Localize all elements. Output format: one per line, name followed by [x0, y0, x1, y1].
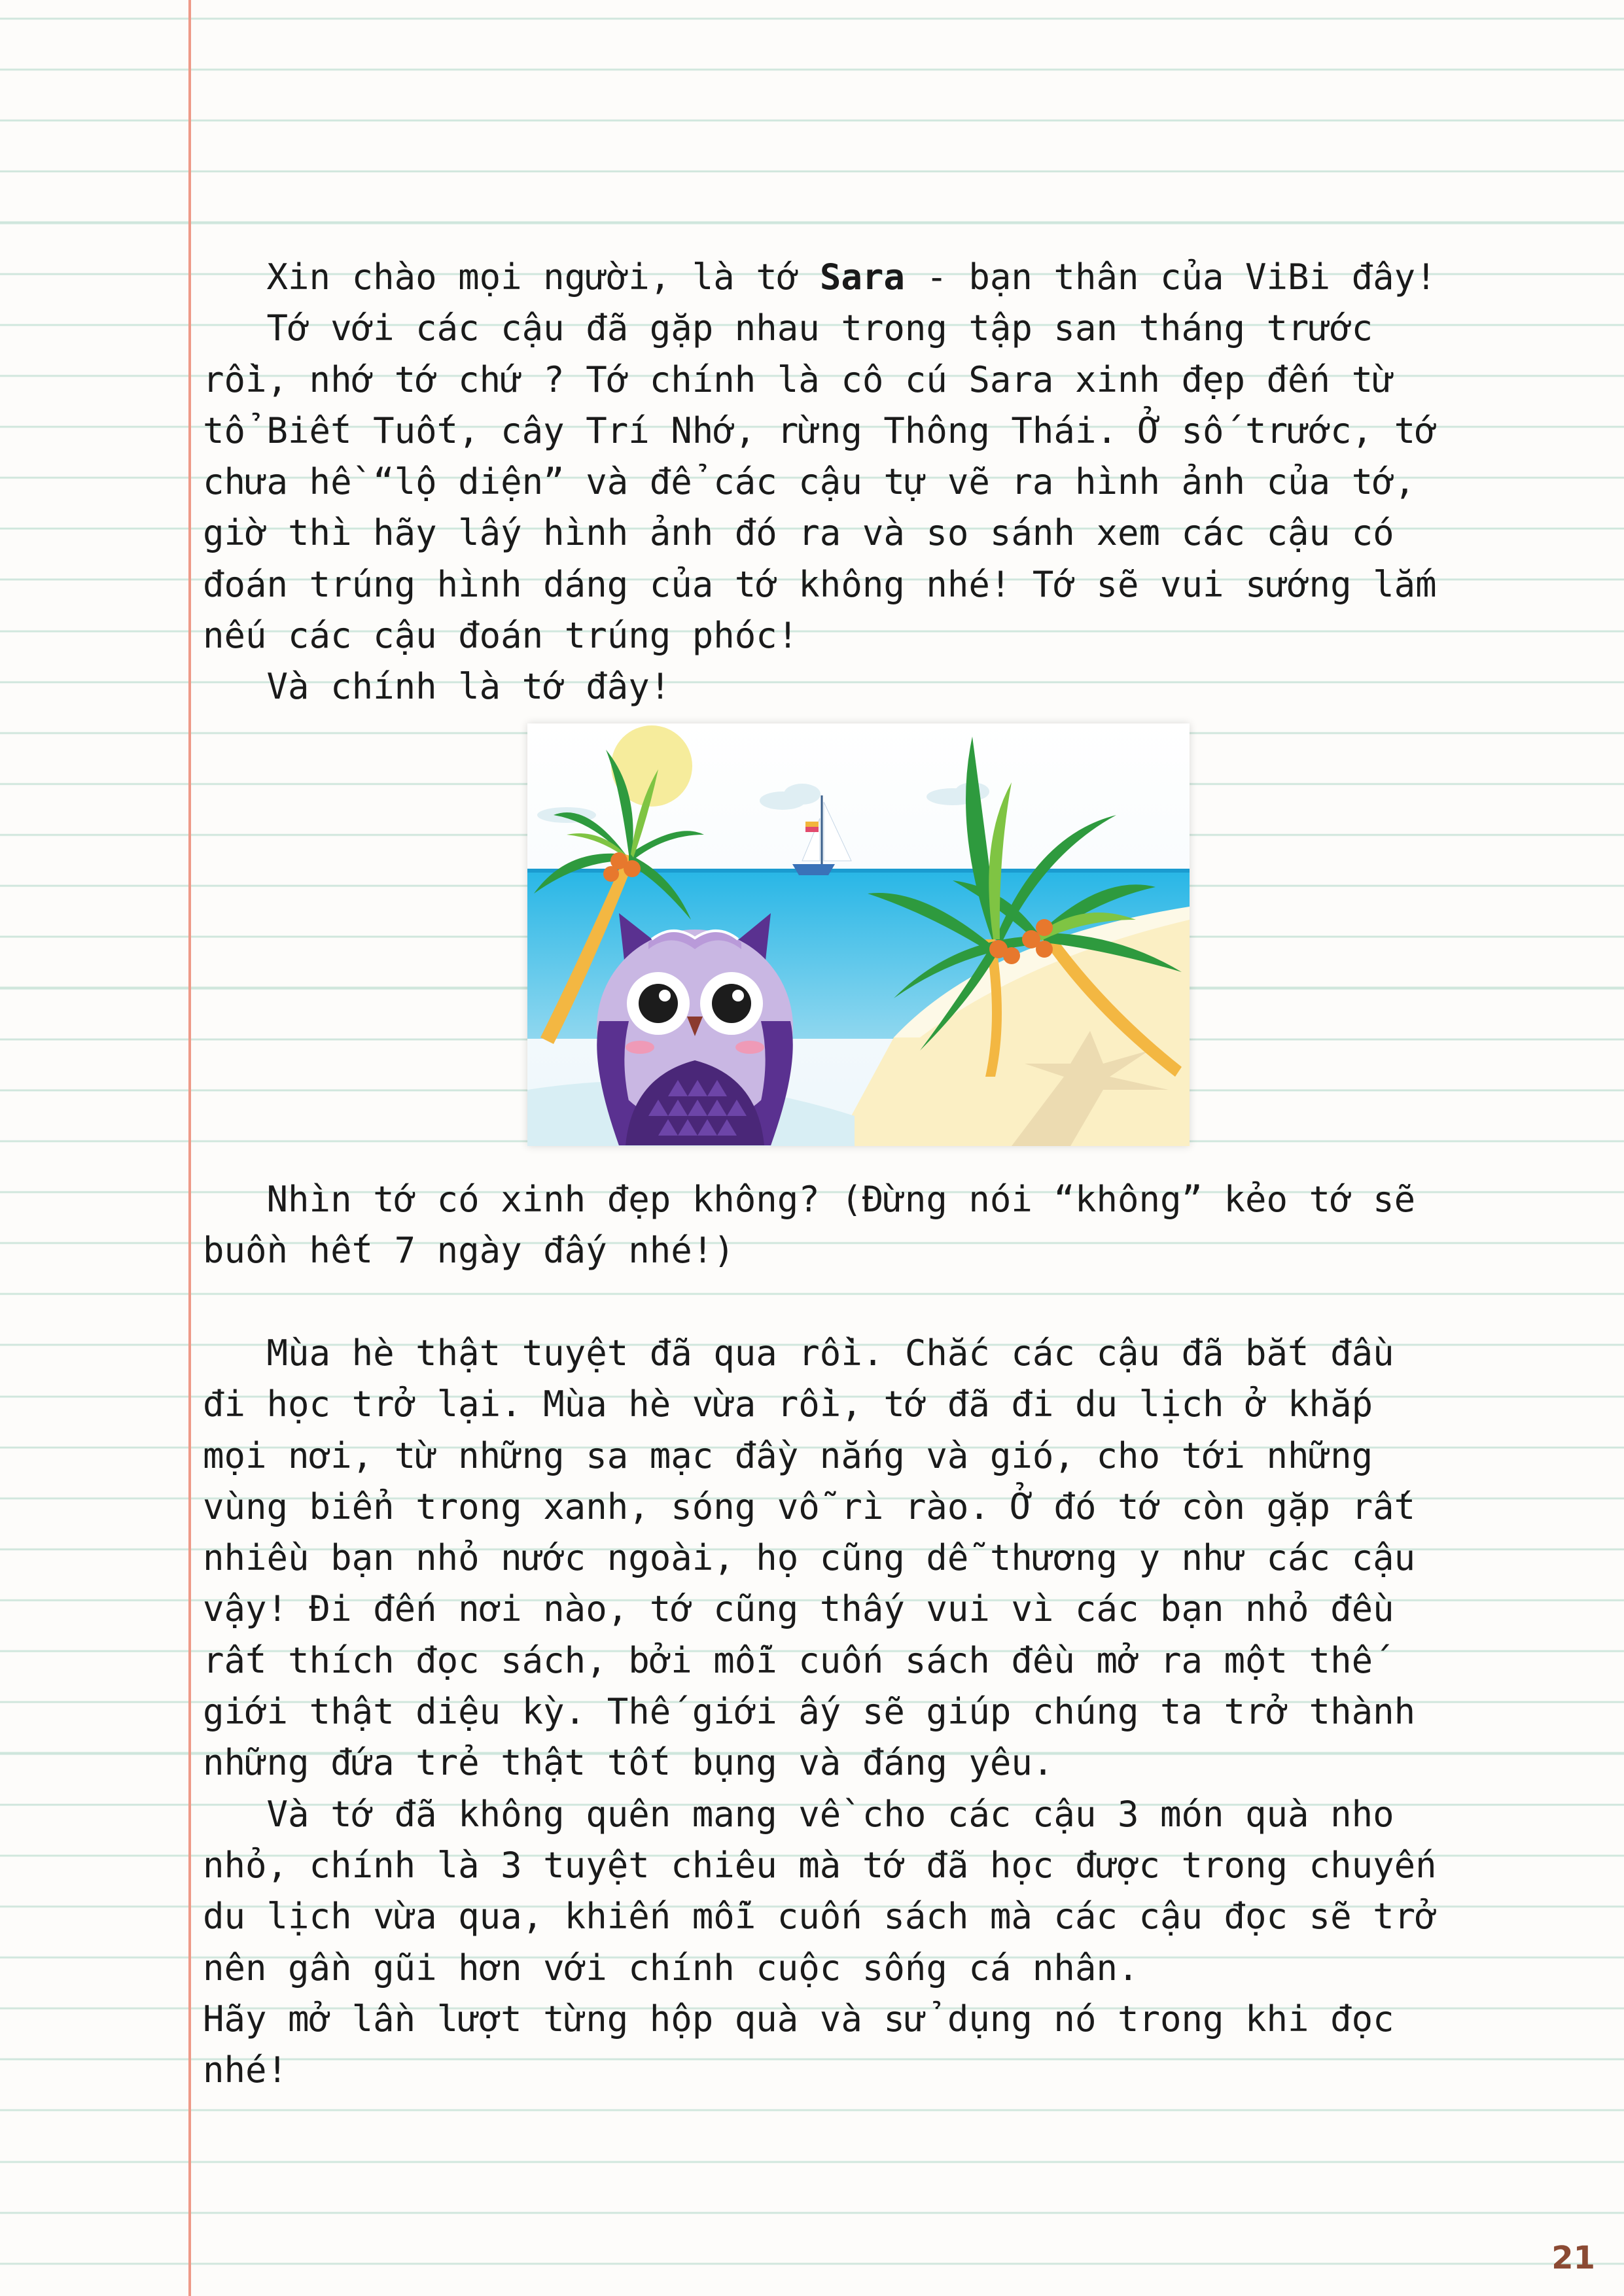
- text-line: Tớ với các cậu đã gặp nhau trong tập san tháng trước: [203, 307, 1373, 349]
- text-line: Và tớ đã không quên mang về cho các cậu 3 món quà nho: [203, 1793, 1394, 1835]
- text-line: đoán trúng hình dáng của tớ không nhé! Tớ sẽ vui sướng lắm: [203, 563, 1437, 605]
- text-line: giới thật diệu kỳ. Thế giới ấy sẽ giúp chúng ta trở thành: [203, 1691, 1416, 1733]
- text-line: Và chính là tớ đây!: [203, 666, 671, 708]
- margin-line: [188, 0, 191, 2296]
- text-line: Hãy mở lần lượt từng hộp quà và sử dụng nó trong khi đọc: [203, 1998, 1394, 2040]
- text-line: nếu các cậu đoán trúng phóc!: [203, 615, 799, 657]
- text-line: nhé!: [203, 2049, 289, 2091]
- text-line: Xin chào mọi người, là tớ Sara - bạn thân của ViBi đây!: [203, 256, 1437, 298]
- page-number: 21: [1551, 2240, 1595, 2276]
- name-sara: Sara: [819, 256, 905, 298]
- text-line: mọi nơi, từ những sa mạc đầy nắng và gió, cho tới những: [203, 1435, 1373, 1476]
- text-line: giờ thì hãy lấy hình ảnh đó ra và so sánh xem các cậu có: [203, 512, 1394, 554]
- question-paragraph: [203, 1174, 1551, 1277]
- text-line: rồi, nhớ tớ chứ ? Tớ chính là cô cú Sara xinh đẹp đến từ: [203, 358, 1394, 400]
- text-line: vùng biển trong xanh, sóng vỗ rì rào. Ở đó tớ còn gặp rất: [203, 1486, 1416, 1527]
- text-line: nhiều bạn nhỏ nước ngoài, họ cũng dễ thương y như các cậu: [203, 1537, 1416, 1579]
- text-line: rất thích đọc sách, bởi mỗi cuốn sách đều mở ra một thế: [203, 1639, 1373, 1681]
- text-line: chưa hề “lộ diện” và để các cậu tự vẽ ra hình ảnh của tớ,: [203, 461, 1416, 503]
- text-line: du lịch vừa qua, khiến mỗi cuốn sách mà các cậu đọc sẽ trở: [203, 1896, 1437, 1938]
- text-line: tổ Biết Tuốt, cây Trí Nhớ, rừng Thông Thái. Ở số trước, tớ: [203, 409, 1437, 451]
- text-line: Mùa hè thật tuyệt đã qua rồi. Chắc các cậu đã bắt đầu: [203, 1332, 1394, 1374]
- text-line: Nhìn tớ có xinh đẹp không? (Đừng nói “không” kẻo tớ sẽ: [203, 1179, 1416, 1220]
- text-line: đi học trở lại. Mùa hè vừa rồi, tớ đã đi du lịch ở khắp: [203, 1383, 1373, 1425]
- text-line: buồn hết 7 ngày đấy nhé!): [203, 1230, 735, 1272]
- text-line: nhỏ, chính là 3 tuyệt chiêu mà tớ đã học được trong chuyến: [203, 1844, 1437, 1886]
- text-line: những đứa trẻ thật tốt bụng và đáng yêu.: [203, 1742, 1054, 1784]
- summer-paragraph: [203, 1328, 1551, 2096]
- owl-beach-illustration: [527, 723, 1190, 1146]
- text-line: vậy! Đi đến nơi nào, tớ cũng thấy vui vì các bạn nhỏ đều: [203, 1588, 1394, 1630]
- text-line: nên gần gũi hơn với chính cuộc sống cá nhân.: [203, 1947, 1139, 1989]
- intro-paragraph: [203, 252, 1551, 713]
